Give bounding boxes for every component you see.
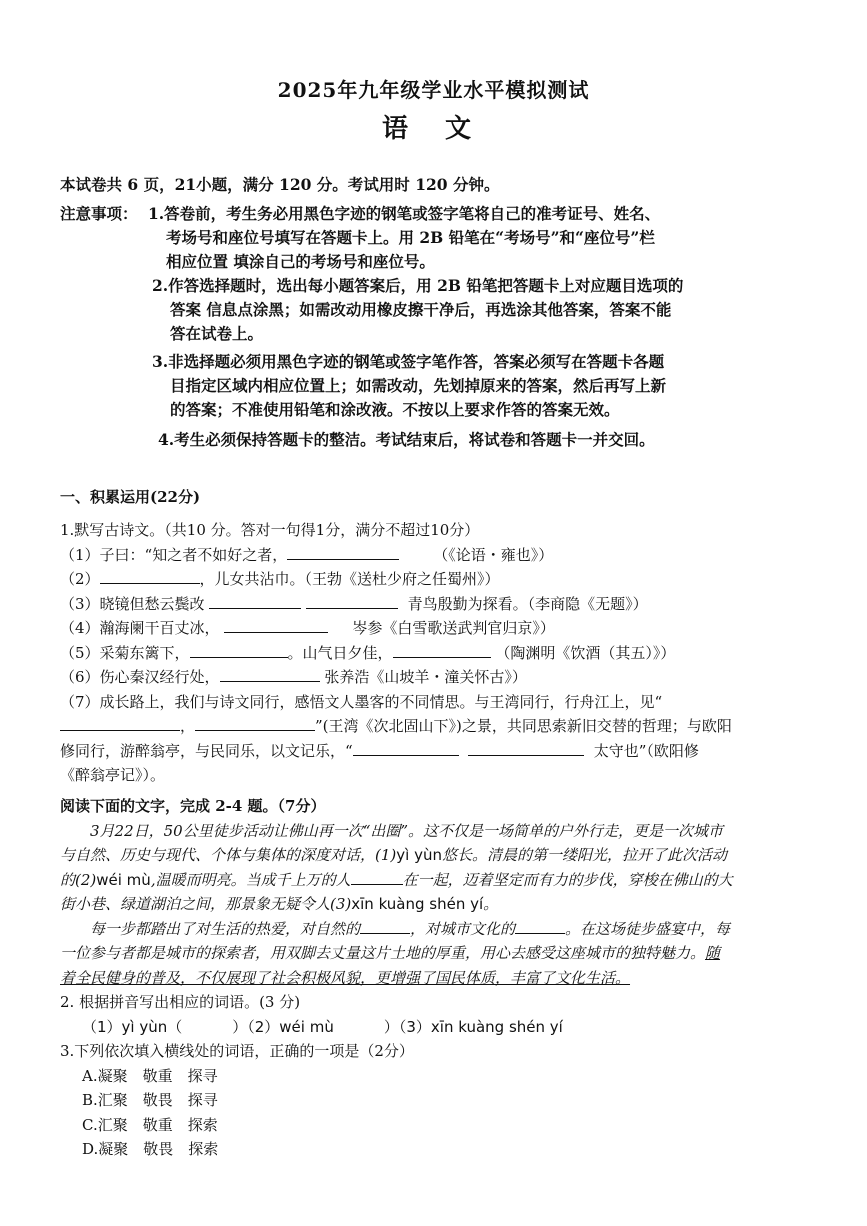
notice-item: 目指定区域内相应位置上；如需改动，先划掉原来的答案，然后再写上新 bbox=[170, 376, 667, 395]
answer-blank[interactable] bbox=[195, 714, 315, 731]
answer-blank[interactable] bbox=[468, 739, 584, 756]
answer-blank[interactable] bbox=[209, 592, 301, 609]
q1-line-4: （4）瀚海阑干百丈冰， 岑参《白雪歌送武判官归京》） bbox=[60, 616, 840, 641]
q1-line-2: （2） ，儿女共沾巾。（王勃《送杜少府之任蜀州》） bbox=[60, 567, 840, 592]
exam-subject: 语 文 bbox=[381, 114, 486, 144]
answer-blank[interactable] bbox=[220, 665, 320, 682]
underlined-sentence: 着全民健身的普及，不仅展现了社会积极风貌，更增强了国民体质，丰富了文化生活。 bbox=[60, 968, 631, 987]
answer-blank[interactable] bbox=[306, 592, 398, 609]
q3-option-a[interactable]: A.凝聚 敬重 探寻 bbox=[82, 1066, 218, 1085]
notice-item: 答案 信息点涂黑；如需改动用橡皮擦干净后，再选涂其他答案，答案不能 bbox=[170, 300, 672, 319]
question-3: 3.下列依次填入横线处的词语，正确的一项是（2分） bbox=[60, 1042, 414, 1060]
q1-line-7b: ， ”(王湾《次北固山下》)之景，共同思索新旧交替的哲理；与欧阳 bbox=[60, 714, 840, 739]
pinyin-2: wéi mù bbox=[96, 870, 151, 889]
notice-item: 考场号和座位号填写在答题卡上。用 2B 铅笔在“考场号”和“座位号”栏 bbox=[166, 228, 655, 247]
q1-line-7d: 《醉翁亭记》）。 bbox=[60, 766, 166, 784]
exam-title: 2025年九年级学业水平模拟测试 bbox=[277, 78, 590, 102]
reading-section bbox=[60, 794, 850, 1162]
answer-blank[interactable] bbox=[60, 714, 180, 731]
q1-line-6: （6）伤心秦汉经行处， 张养浩《山坡羊・潼关怀古》） bbox=[60, 665, 840, 690]
q2-options: （1）yì yùn（ ）（2）wéi mù ）（3）xīn kuàng shén yí bbox=[82, 1017, 563, 1036]
question-stem: 1.默写古诗文。（共10 分。答对一句得1分，满分不超过10分） bbox=[60, 521, 480, 539]
notice-label: 注意事项： bbox=[60, 204, 138, 223]
question-2: 2. 根据拼音写出相应的词语。(3 分) bbox=[60, 993, 301, 1011]
reading-stem: 阅读下面的文字，完成 2-4 题。（7分） bbox=[60, 797, 326, 815]
q3-option-d[interactable]: D.凝聚 敬畏 探索 bbox=[82, 1140, 219, 1158]
q1-line-7c: 修同行，游醉翁亭，与民同乐，以文记乐，“ 太守也”（欧阳修 bbox=[60, 739, 840, 764]
q3-option-c[interactable]: C.汇聚 敬重 探索 bbox=[82, 1115, 218, 1134]
answer-blank[interactable] bbox=[190, 641, 288, 658]
q1-line-5: （5）采菊东篱下， 。山气日夕佳， （陶渊明《饮酒（其五）》） bbox=[60, 641, 840, 666]
q1-line-1: （1）子曰：“知之者不如好之者， （《论语・雍也》） bbox=[60, 543, 840, 568]
pinyin-1: yì yùn bbox=[396, 846, 442, 864]
notice-item: 相应位置 填涂自己的考场号和座位号。 bbox=[166, 252, 435, 271]
answer-blank[interactable] bbox=[393, 641, 491, 658]
answer-blank[interactable] bbox=[515, 917, 565, 934]
notice-item: 1.答卷前，考生务必用黑色字迹的钢笔或签字笔将自己的准考证号、姓名、 bbox=[148, 204, 661, 223]
answer-blank[interactable] bbox=[100, 567, 200, 584]
pinyin-3: xīn kuàng shén yí bbox=[351, 895, 484, 913]
question-1 bbox=[60, 518, 840, 788]
q3-option-b[interactable]: B.汇聚 敬畏 探寻 bbox=[82, 1091, 218, 1109]
notice-item: 3.非选择题必须用黑色字迹的钢笔或签字笔作答，答案必须写在答题卡各题 bbox=[152, 352, 665, 371]
notice-item: 2.作答选择题时，选出每小题答案后，用 2B 铅笔把答题卡上对应题目选项的 bbox=[152, 276, 684, 295]
reading-passage: 3月22日，50公里徒步活动让佛山再一次“出圈”。这不仅是一场简单的户外行走，更是一次城市 与自然、历史与现代、个体与集体的深度对话，(1)yì yùn悠长。清晨的第一缕阳光，拉开了此次活动 的(2)wéi mù,温暖而明亮。当成千上万的人 在一起，迈着坚定而有力的步伐，穿梭在佛山的大 街小巷、绿道湖泊之间，那景象无疑令人(3)xīn kuàng shén yí。 每一步都踏出了对生活的热爱，对自然的 ，对城市文化的 。在这场徒步盛宴中，每 一位参与者都是城市的探索者，用双脚去丈量这片土地的厚重，用心去感受这座城市的独特魅力。随 着全民健身的普及，不仅展现了社会积极风貌，更增强了国民体质，丰富了文化生活。 bbox=[60, 819, 850, 991]
answer-blank[interactable] bbox=[224, 616, 328, 633]
notice-item: 4.考生必须保持答题卡的整洁。考试结束后，将试卷和答题卡一并交回。 bbox=[158, 430, 655, 449]
notice-item: 答在试卷上。 bbox=[170, 324, 264, 343]
q1-line-3: （3）晓镜但愁云鬓改 青鸟殷勤为探看。（李商隐《无题》） bbox=[60, 592, 840, 617]
section-title: 一、积累运用(22分) bbox=[60, 488, 201, 506]
notice-item: 的答案；不准使用铅笔和涂改液。不按以上要求作答的答案无效。 bbox=[170, 400, 620, 419]
q1-line-7: （7）成长路上，我们与诗文同行，感悟文人墨客的不同情思。与王湾同行，行舟江上，见“ bbox=[60, 692, 663, 711]
answer-blank[interactable] bbox=[351, 868, 403, 885]
exam-intro: 本试卷共 6 页，21小题，满分 120 分。考试用时 120 分钟。 bbox=[60, 175, 500, 194]
answer-blank[interactable] bbox=[287, 543, 399, 560]
answer-blank[interactable] bbox=[353, 739, 459, 756]
answer-blank[interactable] bbox=[360, 917, 410, 934]
